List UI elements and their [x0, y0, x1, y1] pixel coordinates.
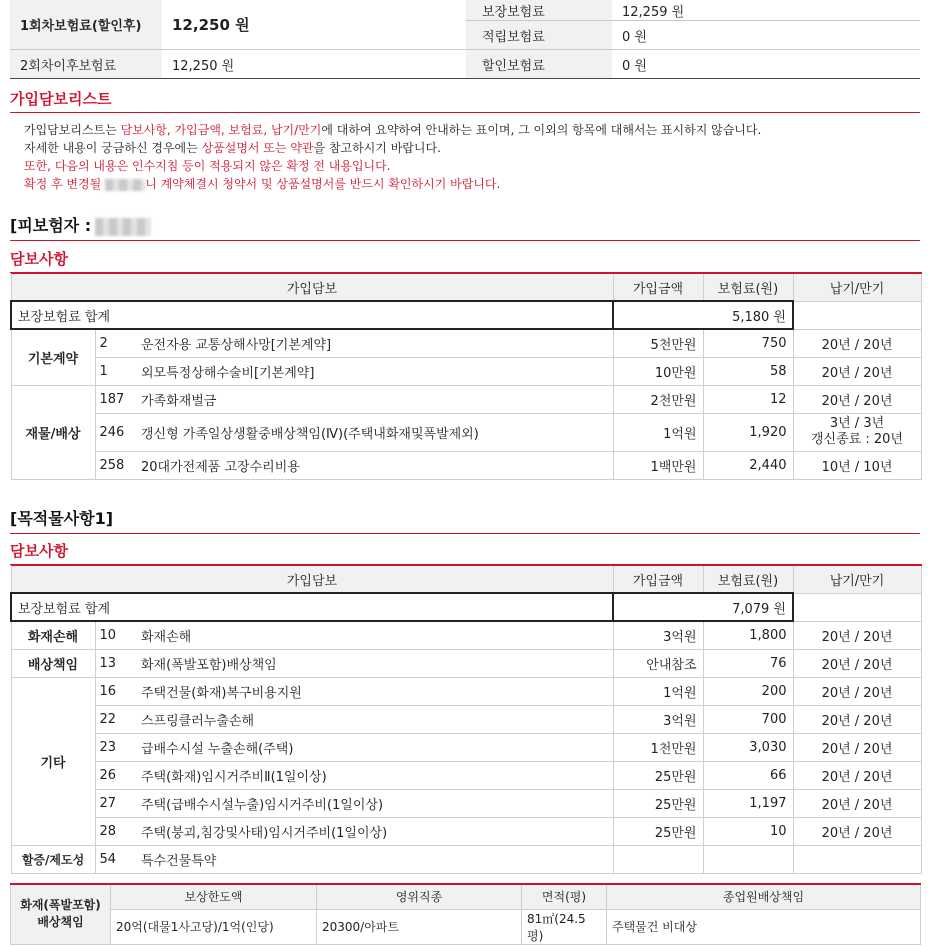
coverage-name: 주택(붕괴,침강및사태)임시거주비(1일이상) [135, 817, 613, 845]
table-row [11, 649, 921, 677]
table-row [11, 357, 921, 385]
notice-text-part: 자세한 내용이 궁금하신 경우에는 [24, 141, 202, 155]
coverage-premium: 2,440 [703, 451, 793, 479]
table-row [11, 385, 921, 413]
notice-line-1 [24, 121, 904, 139]
coverage-name: 주택(화재)임시거주비Ⅱ(1일이상) [135, 761, 613, 789]
coverage-code: 28 [95, 817, 135, 845]
coverage-name: 갱신형 가족일상생활중배상책임(Ⅳ)(주택내화재및폭발제외) [135, 413, 613, 451]
group-label: 할증/제도성 [11, 845, 95, 873]
coverage-amount: 25만원 [613, 789, 703, 817]
coverage-code: 246 [95, 413, 135, 451]
coverage-name: 주택건물(화재)복구비용지원 [135, 677, 613, 705]
coverage-name: 특수건물특약 [135, 845, 613, 873]
notice-text [24, 121, 904, 193]
divider [10, 49, 920, 50]
coverage-premium: 700 [703, 705, 793, 733]
fire-liability-table [10, 883, 921, 945]
employee-liability-value: 주택물건 비대상 [607, 909, 921, 944]
limit-value: 20억(대물1사고당)/1억(인당) [111, 909, 317, 944]
redacted-name [95, 218, 151, 236]
coverage-code: 258 [95, 451, 135, 479]
coverage-premium: 3,030 [703, 733, 793, 761]
coverage-name: 급배수시설 누출손해(주택) [135, 733, 613, 761]
insured-label: [피보험자 : [10, 216, 92, 235]
coverage-premium-label: 보장보험료 [466, 0, 612, 20]
fire-liability-label-line: 배상책임 [37, 915, 84, 930]
header-coverage: 가입담보 [11, 273, 613, 301]
coverage-term [793, 845, 921, 873]
header-premium: 보험료(원) [703, 565, 793, 593]
premium-summary [10, 0, 920, 79]
discount-premium-value: 0 원 [622, 58, 647, 74]
group-label: 화재손해 [11, 621, 95, 649]
coverage-code: 54 [95, 845, 135, 873]
coverage-premium: 1,197 [703, 789, 793, 817]
coverage-term: 20년 / 20년 [793, 789, 921, 817]
notice-line-4 [24, 175, 904, 193]
coverage-amount: 3억원 [613, 621, 703, 649]
coverage-premium: 58 [703, 357, 793, 385]
header-coverage: 가입담보 [11, 565, 613, 593]
area-value: 81㎡(24.5평) [522, 909, 607, 944]
coverage-term: 20년 / 20년 [793, 385, 921, 413]
coverage-premium-value: 12,259 원 [622, 4, 685, 20]
after-premium-value: 12,250 원 [172, 58, 235, 74]
coverage-amount: 5천만원 [613, 329, 703, 357]
notice-line-2 [24, 139, 904, 157]
coverage-amount: 안내참조 [613, 649, 703, 677]
coverage-name: 운전자용 교통상해사망[기본계약] [135, 329, 613, 357]
reserve-premium-label: 적립보험료 [466, 21, 612, 49]
first-premium-value: 12,250 원 [172, 16, 250, 34]
group-label: 기타 [11, 677, 95, 845]
header-premium: 보험료(원) [703, 273, 793, 301]
coverage-term: 20년 / 20년 [793, 705, 921, 733]
redacted-text [105, 179, 145, 191]
insured-coverage-table [10, 272, 922, 480]
group-label: 기본계약 [11, 329, 95, 385]
header-occupation: 영위직종 [317, 884, 522, 909]
coverage-term: 20년 / 20년 [793, 329, 921, 357]
table-row [11, 845, 921, 873]
coverage-amount: 1억원 [613, 677, 703, 705]
object-title: [목적물사항1] [10, 506, 920, 534]
coverage-code: 23 [95, 733, 135, 761]
total-label: 보장보험료 합계 [11, 593, 613, 621]
coverage-amount: 3억원 [613, 705, 703, 733]
table-row [11, 413, 921, 451]
coverage-premium: 200 [703, 677, 793, 705]
coverage-name: 화재손해 [135, 621, 613, 649]
group-label: 배상책임 [11, 649, 95, 677]
coverage-name: 가족화재벌금 [135, 385, 613, 413]
coverage-name: 스프링클러누출손해 [135, 705, 613, 733]
total-value: 7,079 원 [613, 593, 793, 621]
total-value: 5,180 원 [613, 301, 793, 329]
first-premium-label: 1회차보험료(할인후) [10, 0, 162, 49]
coverage-name: 20대가전제품 고장수리비용 [135, 451, 613, 479]
table-row [11, 789, 921, 817]
total-blank [793, 593, 921, 621]
coverage-code: 26 [95, 761, 135, 789]
coverage-premium: 66 [703, 761, 793, 789]
notice-text-part: 니 계약체결시 청약서 및 상품설명서를 반드시 확인하시기 바랍니다. [145, 177, 501, 191]
coverage-term: 20년 / 20년 [793, 649, 921, 677]
group-label: 재물/배상 [11, 385, 95, 479]
coverage-amount: 10만원 [613, 357, 703, 385]
coverage-name: 화재(폭발포함)배상책임 [135, 649, 613, 677]
coverage-amount: 25만원 [613, 761, 703, 789]
total-label: 보장보험료 합계 [11, 301, 613, 329]
term-line: 3년 / 3년 [829, 416, 885, 431]
notice-highlight: 상품설명서 또는 약관 [201, 141, 314, 155]
notice-text-part: 에 대하여 요약하여 안내하는 표이며, 그 이외의 항목에 대해서는 표시하지 않습니다. [321, 123, 762, 137]
coverage-term: 20년 / 20년 [793, 817, 921, 845]
coverage-amount: 2천만원 [613, 385, 703, 413]
coverage-code: 27 [95, 789, 135, 817]
fire-liability-label-line: 화재(폭발포함) [20, 898, 101, 913]
reserve-premium-value: 0 원 [622, 29, 647, 45]
coverage-premium: 1,800 [703, 621, 793, 649]
coverage-amount: 1천만원 [613, 733, 703, 761]
fire-liability-label [11, 884, 111, 944]
coverage-term: 20년 / 20년 [793, 621, 921, 649]
coverage-premium: 10 [703, 817, 793, 845]
coverage-code: 16 [95, 677, 135, 705]
coverage-code: 1 [95, 357, 135, 385]
notice-text-part: 확정 후 변경될 [24, 177, 102, 191]
header-amount: 가입금액 [613, 565, 703, 593]
discount-premium-label: 할인보험료 [466, 50, 612, 78]
coverage-term: 20년 / 20년 [793, 677, 921, 705]
table-row [11, 761, 921, 789]
header-area: 면적(평) [522, 884, 607, 909]
coverage-code: 13 [95, 649, 135, 677]
table-row [11, 329, 921, 357]
object-coverage-table [10, 564, 922, 874]
coverage-premium: 12 [703, 385, 793, 413]
header-amount: 가입금액 [613, 273, 703, 301]
coverage-amount [613, 845, 703, 873]
coverage-name: 외모특정상해수술비[기본계약] [135, 357, 613, 385]
notice-text-part: 가입담보리스트는 [24, 123, 121, 137]
coverage-code: 2 [95, 329, 135, 357]
total-blank [793, 301, 921, 329]
coverage-premium [703, 845, 793, 873]
coverage-term: 10년 / 10년 [793, 451, 921, 479]
coverage-premium: 76 [703, 649, 793, 677]
table-row [11, 621, 921, 649]
table-row [11, 677, 921, 705]
coverage-amount: 25만원 [613, 817, 703, 845]
occupation-value: 20300/아파트 [317, 909, 522, 944]
table-row [11, 909, 921, 944]
header-employee-liability: 종업원배상책임 [607, 884, 921, 909]
header-term: 납기/만기 [793, 565, 921, 593]
notice-highlight: 담보사항, 가입금액, 보험료, 납기/만기 [120, 123, 322, 137]
coverage-term: 20년 / 20년 [793, 357, 921, 385]
coverage-amount: 1억원 [613, 413, 703, 451]
coverage-premium: 1,920 [703, 413, 793, 451]
notice-text-part: 을 참고하시기 바랍니다. [313, 141, 441, 155]
table-row [11, 451, 921, 479]
coverage-details-title: 담보사항 [10, 248, 920, 273]
header-limit: 보상한도액 [111, 884, 317, 909]
coverage-amount: 1백만원 [613, 451, 703, 479]
coverage-term: 20년 / 20년 [793, 761, 921, 789]
notice-line-3: 또한, 다음의 내용은 인수지침 등이 적용되지 않은 확정 전 내용입니다. [24, 159, 391, 173]
object-coverage-title: 담보사항 [10, 540, 920, 565]
table-row [11, 817, 921, 845]
table-row [11, 705, 921, 733]
coverage-code: 187 [95, 385, 135, 413]
insured-title [10, 213, 920, 241]
divider [466, 20, 920, 21]
coverage-name: 주택(급배수시설누출)임시거주비(1일이상) [135, 789, 613, 817]
coverage-term: 20년 / 20년 [793, 733, 921, 761]
divider [10, 78, 920, 79]
table-row [11, 733, 921, 761]
coverage-code: 22 [95, 705, 135, 733]
coverage-premium: 750 [703, 329, 793, 357]
renewal-end: 갱신종료 : 20년 [811, 432, 903, 447]
coverage-term [793, 413, 921, 451]
coverage-code: 10 [95, 621, 135, 649]
coverage-list-title: 가입담보리스트 [10, 88, 920, 113]
header-term: 납기/만기 [793, 273, 921, 301]
after-premium-label: 2회차이후보험료 [10, 50, 162, 78]
